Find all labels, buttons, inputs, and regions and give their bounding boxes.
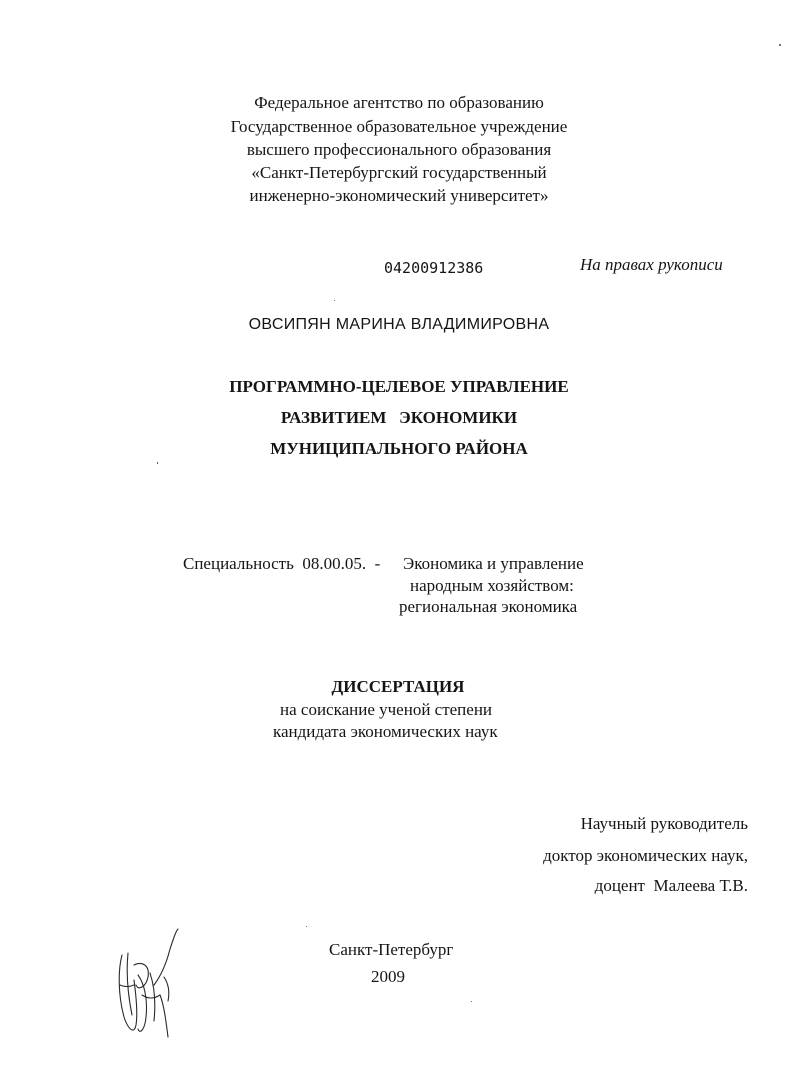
title-line-1: ПРОГРАММНО-ЦЕЛЕВОЕ УПРАВЛЕНИЕ	[229, 377, 569, 396]
specialty-line-1: Экономика и управление	[403, 554, 584, 573]
registration-number: 04200912386	[384, 259, 484, 277]
specialty-line-3: региональная экономика	[399, 597, 578, 616]
year: 2009	[371, 967, 405, 986]
work-type-line-1: на соискание ученой степени	[280, 700, 493, 719]
specialty-line-2: народным хозяйством:	[410, 576, 574, 595]
scan-speck	[306, 926, 307, 927]
scan-speck	[334, 300, 335, 301]
work-type-title: ДИССЕРТАЦИЯ	[331, 677, 465, 696]
institution-line-2: Государственное образовательное учреждение	[230, 117, 568, 136]
scan-speck	[779, 44, 781, 46]
title-line-2: РАЗВИТИЕМ ЭКОНОМИКИ	[280, 408, 518, 427]
institution-line-5: инженерно-экономический университет»	[249, 186, 549, 205]
work-type-line-2: кандидата экономических наук	[273, 722, 498, 741]
author-name: ОВСИПЯН МАРИНА ВЛАДИМИРОВНА	[248, 316, 550, 333]
supervisor-line-1: Научный руководитель	[580, 814, 748, 833]
city: Санкт-Петербург	[329, 940, 454, 959]
signature-icon	[108, 925, 188, 1045]
scan-speck	[157, 462, 158, 464]
institution-line-4: «Санкт-Петербургский государственный	[251, 163, 547, 182]
institution-line-3: высшего профессионального образования	[246, 140, 552, 159]
specialty-label: Специальность 08.00.05. -	[183, 554, 381, 573]
supervisor-line-2: доктор экономических наук,	[543, 846, 748, 865]
supervisor-line-3: доцент Малеева Т.В.	[594, 876, 748, 895]
institution-line-1: Федеральное агентство по образованию	[254, 93, 544, 112]
manuscript-note: На правах рукописи	[580, 255, 723, 274]
title-line-3: МУНИЦИПАЛЬНОГО РАЙОНА	[270, 439, 528, 458]
scan-speck	[471, 1001, 472, 1002]
